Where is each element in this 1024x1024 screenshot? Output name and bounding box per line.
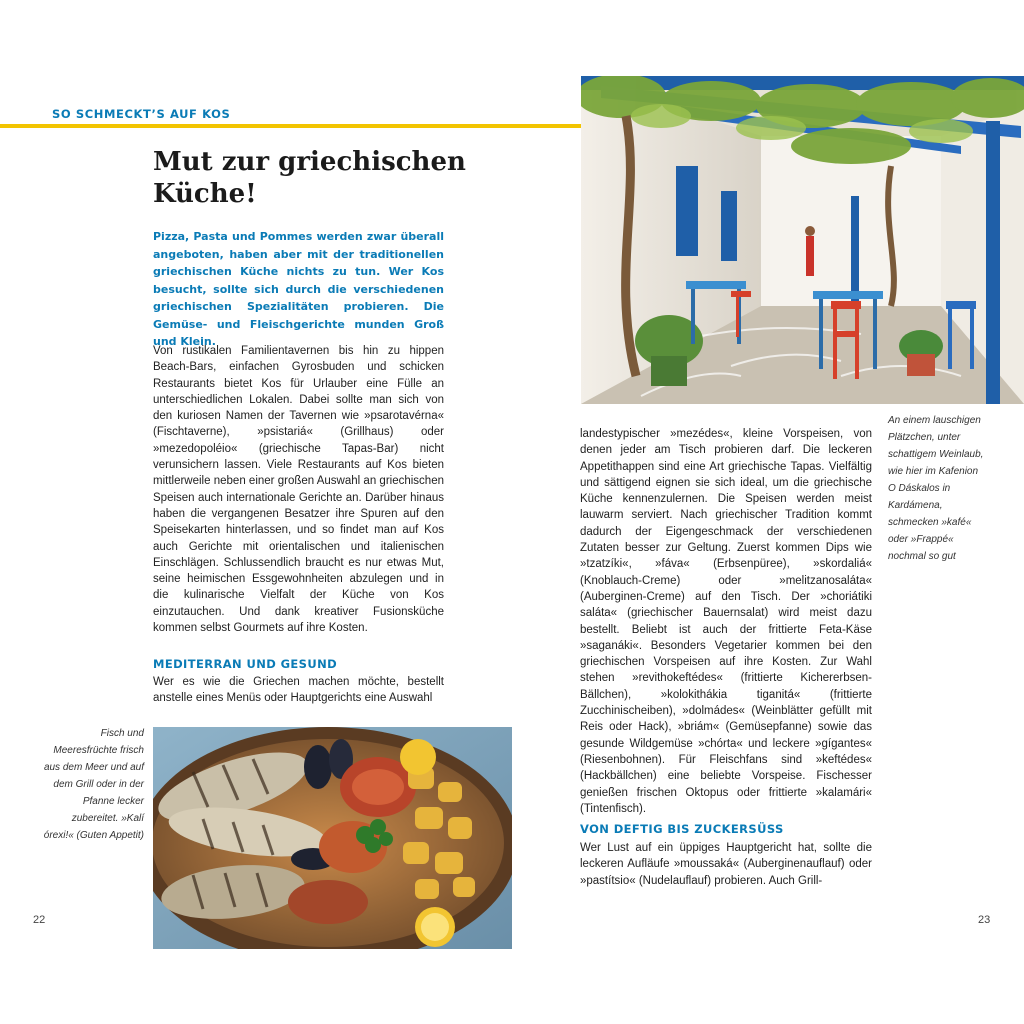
- caption-taverna: An einem lauschigen Plätzchen, unter schattigem Weinlaub, wie hier im Kafenion O Dáskalos in Kardámena, schmecken »kafé« oder »Frappé« nochmal so gut: [888, 415, 984, 562]
- caption-food: Fisch und Meeresfrüchte frisch aus dem Meer und auf dem Grill oder in der Pfanne lecker zubereitet. »Kalí órexi!« (Guten Appetit): [43, 728, 144, 841]
- article-lead: Pizza, Pasta und Pommes werden zwar überall angeboten, haben aber mit der traditionellen griechischen Küche nichts zu tun. Wer Kos besucht, sollte sich durch die verschiedenen griechischen Spezialitäten probieren. Die Gemüse- und Fleischgerichte munden Groß und Klein.: [153, 230, 444, 348]
- body-text-left: Von rustikalen Familientavernen bis hin zu hippen Beach-Bars, einfachen Gyrosbuden und schicken Restaurants bietet Kos für Urlauber eine Fülle an unterschiedlichen Lokalen. Dabei sollte man sich von den kuriosen Namen der Tavernen wie »psarotavérna« (Fischtaverne), »psistariá« (Grillhaus) oder »mezedopoléio« (griechische Tapas-Bar) nicht verunsichern lassen. Viele Restaurants auf Kos bieten mittlerweile neben einer großen Auswahl an griechischen Speisen auch internationale Gerichte an. Darüber hinaus haben die vergangenen Besatzer ihre Spuren auf den Speisekarten hinterlassen, und so findet man auf Kos auch Gerichte mit orientalischen und italienischen Einschlägen. Schlussendlich braucht es nur etwas Mut, seine heimischen Essgewohnheiten abzulegen und in die kulinarische Vielfalt der Küche von Kos einzutauchen. Und dank kreativer Fusionsküche kommen selbst Gourmets auf ihre Kosten.: [153, 345, 444, 635]
- body-text-right: landestypischer »mezédes«, kleine Vorspeisen, von denen jeder am Tisch probieren darf. Die leckeren Appetithappen sind eine Art griechische Tapas. Vielfältig und sättigend eignen sie sich ideal, um die griechische Küche kennenzulernen. Die Speisen werden meist lauwarm serviert. Nach griechischer Tradition kommt dadurch der Eigengeschmack der verschiedenen Zutaten besser zur Geltung. Zuerst kommen Dips wie »tzatzíki«, »fáva« (Erbsenpüree), »skordaliá« (Knoblauch-Creme) oder »melitzanosaláta« (Auberginen-Creme) auf den Tisch. Der »choriátiki saláta« (griechischer Bauernsalat) wird meist dazu bestellt. Beliebt ist auch der frittierte Feta-Käse »saganáki«. Besonders Vegetarier kommen bei den griechischen Vorspeisen auf ihre Kosten. Zur Wahl stehen »revithokeftédes« (frittierte Kichererbsen-Bällchen), »kolokithákia tiganitá« (frittierte Zucchinischeiben), »dolmádes« (Weinblätter gefüllt mit Reis oder Hack), »briám« (Gemüsepfanne) sowie das gesunde Wildgemüse »chórta« und leckere »gígantes« (Riesenbohnen). Für Fleischfans sind »keftédes« (Hackbällchen) eine beliebte Vorspeise. Fischesser genießen frischen Oktopus oder frittierte »kalamári« (Tintenfisch).: [580, 428, 872, 815]
- taverna-illustration: [581, 76, 1024, 404]
- subheading-deftig: VON DEFTIG BIS ZUCKERSÜSS: [580, 822, 784, 836]
- body-text-right-2: Wer Lust auf ein üppiges Hauptgericht hat, sollte die leckeren Aufläufe »moussaká« (Auberginenauflauf) oder »pastítsio« (Nudelauflauf) probieren. Auch Grill-: [580, 842, 872, 887]
- header-rule: [0, 124, 582, 128]
- article-title-line-1: Mut zur griechischen: [153, 147, 466, 177]
- article-title-line-2: Küche!: [153, 179, 257, 209]
- page-number-left: 22: [33, 914, 46, 926]
- seafood-platter-photo: [153, 727, 512, 949]
- taverna-street-photo: [581, 76, 1024, 404]
- seafood-platter-illustration: [153, 727, 512, 949]
- article-title: [153, 146, 483, 210]
- body-text-left-2: Wer es wie die Griechen machen möchte, bestellt anstelle eines Menüs oder Hauptgerichts eine Auswahl: [153, 676, 444, 705]
- page-number-right: 23: [978, 914, 991, 926]
- subheading-mediterran: MEDITERRAN UND GESUND: [153, 657, 338, 671]
- section-label: SO SCHMECKT’S AUF KOS: [52, 107, 231, 121]
